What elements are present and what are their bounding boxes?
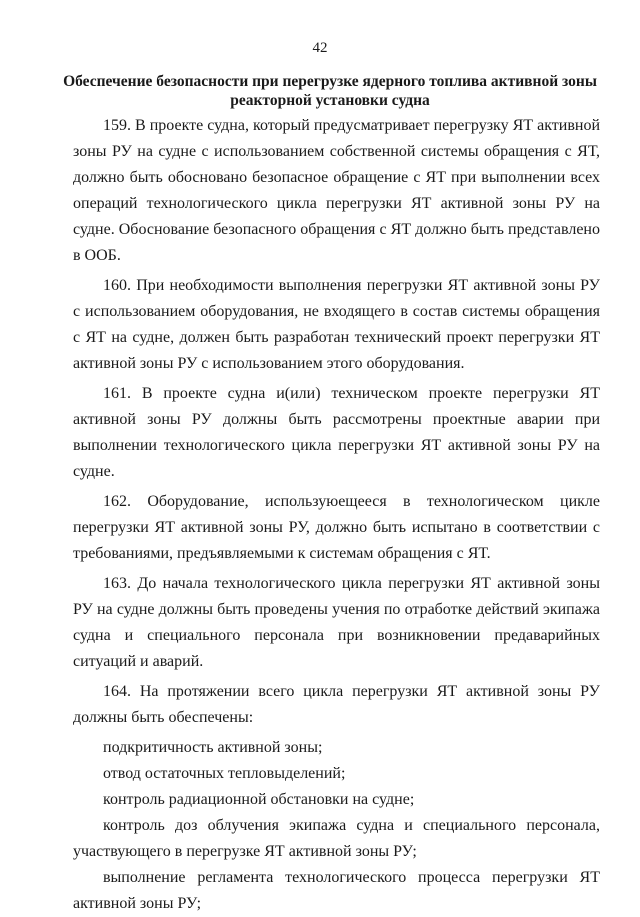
list-item: выполнение регламента технологического процесса перегрузки ЯТ активной зоны РУ;: [73, 869, 600, 912]
paragraph-162: 162. Оборудование, используюещееся в технологическом цикле перегрузки ЯТ активной зоны РУ, должно быть испытано в соответствии с требованиями, предъявляемыми к системам обращения с ЯТ.: [73, 493, 600, 562]
paragraph-163: 163. До начала технологического цикла перегрузки ЯТ активной зоны РУ на судне должны быть проведены учения по отработке действий экипажа судна и специального персонала при возникновении предаварийных ситуаций и аварий.: [73, 575, 600, 670]
list-item: отвод остаточных тепловыделений;: [103, 765, 346, 782]
paragraph-164: 164. На протяжении всего цикла перегрузки ЯТ активной зоны РУ должны быть обеспечены:: [73, 683, 600, 726]
list-item: контроль доз облучения экипажа судна и специального персонала, участвующего в перегрузке ЯТ активной зоны РУ;: [73, 817, 600, 860]
paragraph-159: 159. В проекте судна, который предусматривает перегрузку ЯТ активной зоны РУ на судне с использованием собственной системы обращения с ЯТ, должно быть обосновано безопасное обращение с ЯТ при выполнении всех операций технологического цикла перегрузки ЯТ активной зоны РУ на судне. Обоснование безопасного обращения с ЯТ должно быть представлено в ООБ.: [73, 117, 600, 264]
page-number: 42: [312, 40, 328, 56]
paragraph-160: 160. При необходимости выполнения перегрузки ЯТ активной зоны РУ с использованием оборудования, не входящего в состав системы обращения с ЯТ на судне, должен быть разработан технический проект перегрузки ЯТ активной зоны РУ с использованием этого оборудования.: [73, 277, 600, 372]
paragraph-161: 161. В проекте судна и(или) техническом проекте перегрузки ЯТ активной зоны РУ должны быть рассмотрены проектные аварии при выполнении технологического цикла перегрузки ЯТ активной зоны РУ на судне.: [73, 385, 600, 480]
document-body: [73, 113, 600, 917]
section-heading: Обеспечение безопасности при перегрузке ядерного топлива активной зоны реакторной установки судна: [63, 73, 597, 109]
list-item: подкритичность активной зоны;: [103, 739, 323, 756]
list-item: контроль радиационной обстановки на судне;: [103, 791, 415, 808]
